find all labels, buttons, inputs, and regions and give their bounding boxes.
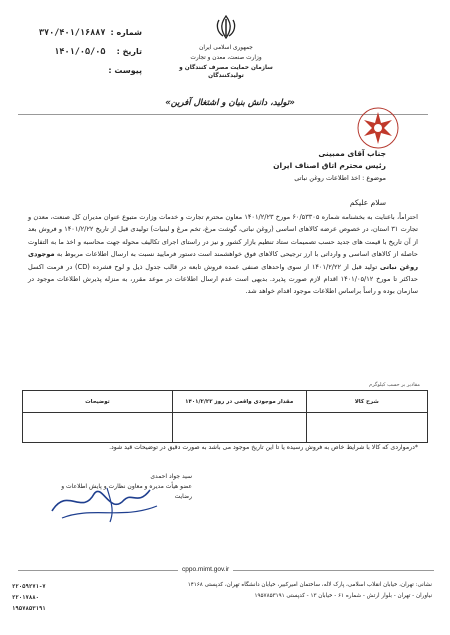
date-value: ۱۴۰۱/۰۵/۰۵ [54,47,106,57]
addressee-title: رئیس محترم اتاق اصناف ایران [273,161,386,170]
letter-body [28,211,418,298]
footer-phones [12,582,46,615]
letter-attachment-row [22,64,142,78]
letter-meta [22,26,142,78]
header-ministry: وزارت صنعت، معدن و تجارت [190,55,262,61]
table-note: *درمواردی که کالا با شرایط خاص به فروش رسیده یا تا این تاریخ موجود می باشد به صورت دقیق در توضیحات قید شود. [109,444,418,451]
number-label: شماره : [110,28,142,37]
table-header-notes: توضیحات [23,391,173,413]
header-organization: سازمان حمایت مصرف کنندگان و تولیدکنندگان [179,65,273,79]
body-part-1: احتراماً، باعنایت به بخشنامه شماره ۶۰/۵۳۳۰۵ مورخ ۱۴۰۱/۲/۲۳ معاون محترم تجارت و خدمات وزارت متبوع عنوان مدیران کل صنعت، معدن و تجارت ۳۱ استان، در خصوص عرضه کالاهای اساسی (روغن نباتی، گوشت مرغ، تخم مرغ و لبنیات) تولیدی قبل از تاریخ ۱۴۰۱/۲/۲۲ و فروش بعد از آن تاریخ با قیمت های جدید حسب تصمیمات ستاد تنظیم بازار کشور و نیز در راستای اجرای تکالیف محوله جهت محاسبه و اخذ ما به التفاوت حاصله از کالاهای اساسی و وارداتی با ارز ترجیحی کالاهای فوق خواهشمند است دستور فرمایید نسبت به ارسال اطلاعات مربوط به [28,213,418,259]
organization-logo-icon [356,106,400,150]
table-cell [23,413,173,443]
iran-emblem-icon [213,14,239,40]
signature-block [42,472,192,502]
number-value: ۳۷۰/۴۰۱/۱۶۸۸۷ [38,28,106,38]
letter-date-row [22,45,142,59]
letter-subject: موضوع : اخذ اطلاعات روغن نباتی [294,174,386,182]
letter-number-row [22,26,142,40]
signatory-name: سید جواد احمدی [150,473,192,480]
table-header-item: شرح کالا [306,391,428,413]
table-header-quantity: مقدار موجودی واقعی در روز ۱۴۰۱/۲/۲۲ [172,391,306,413]
footer-address [102,580,432,602]
footer-website: cppo.mimt.gov.ir [178,566,233,573]
signatory-title: عضو هیأت مدیره و معاون نظارت و پایش اطلاعات و رضایت [61,483,192,500]
table-cell [172,413,306,443]
header-country: جمهوری اسلامی ایران [199,45,253,51]
inventory-table [22,390,428,443]
addressee-name: جناب آقای ممبینی [318,149,386,158]
addressee-block [86,148,386,184]
body-part-2: تولید قبل از ۱۴۰۱/۲/۲۲ از سوی واحدهای صنفی عمده فروش تابعه در قالب جدول ذیل و لوح فشرده (CD) در فرمت اکسل حداکثر تا مورخ ۱۴۰۱/۰۵/۱۲ اقدام لازم صورت پذیرد. بدیهی است عدم ارسال اطلاعات در موعد مقرر، به منزله پذیرش اطلاعات موجود در سازمان بوده و راساً براساس اطلاعات موجود اقدام خواهد شد. [28,262,418,296]
attachment-label: پیوست : [108,66,142,75]
table-row [23,413,428,443]
footer-phone-3: ۱۹۵۷۸۵۳۱۹۱ [12,606,46,612]
footer-address-1: نشانی: تهران، خیابان انقلاب اسلامی، پارک لاله، ساختمان امیرکبیر، خیابان دانشگاه تهران، کدپستی ۱۴۱۶۸ [187,582,432,588]
footer-phone-1: ۲۲۰۵۹۲۷۱-۷ [12,584,46,590]
table-unit-note: مقادیر بر حسب کیلوگرم [369,382,420,388]
greeting: سلام علیکم [349,198,386,207]
slogan: «تولید، دانش بنیان و اشتغال آفرین» [165,98,295,108]
footer-address-2: نیاوران - تهران - بلوار ارتش - شماره ۶۱ - خیابان ۱۳ - کدپستی ۱۹۵۷۸۵۳۱۹۱ [254,593,432,599]
letter-page [8,6,442,630]
body-bold-phrase: موجودی روغن نباتی [28,250,418,271]
table-header-row [23,391,428,413]
date-label: تاریخ : [116,47,142,56]
table-cell [306,413,428,443]
footer-phone-2: ۲۲۰۱۷۸۸۰ [12,595,39,601]
